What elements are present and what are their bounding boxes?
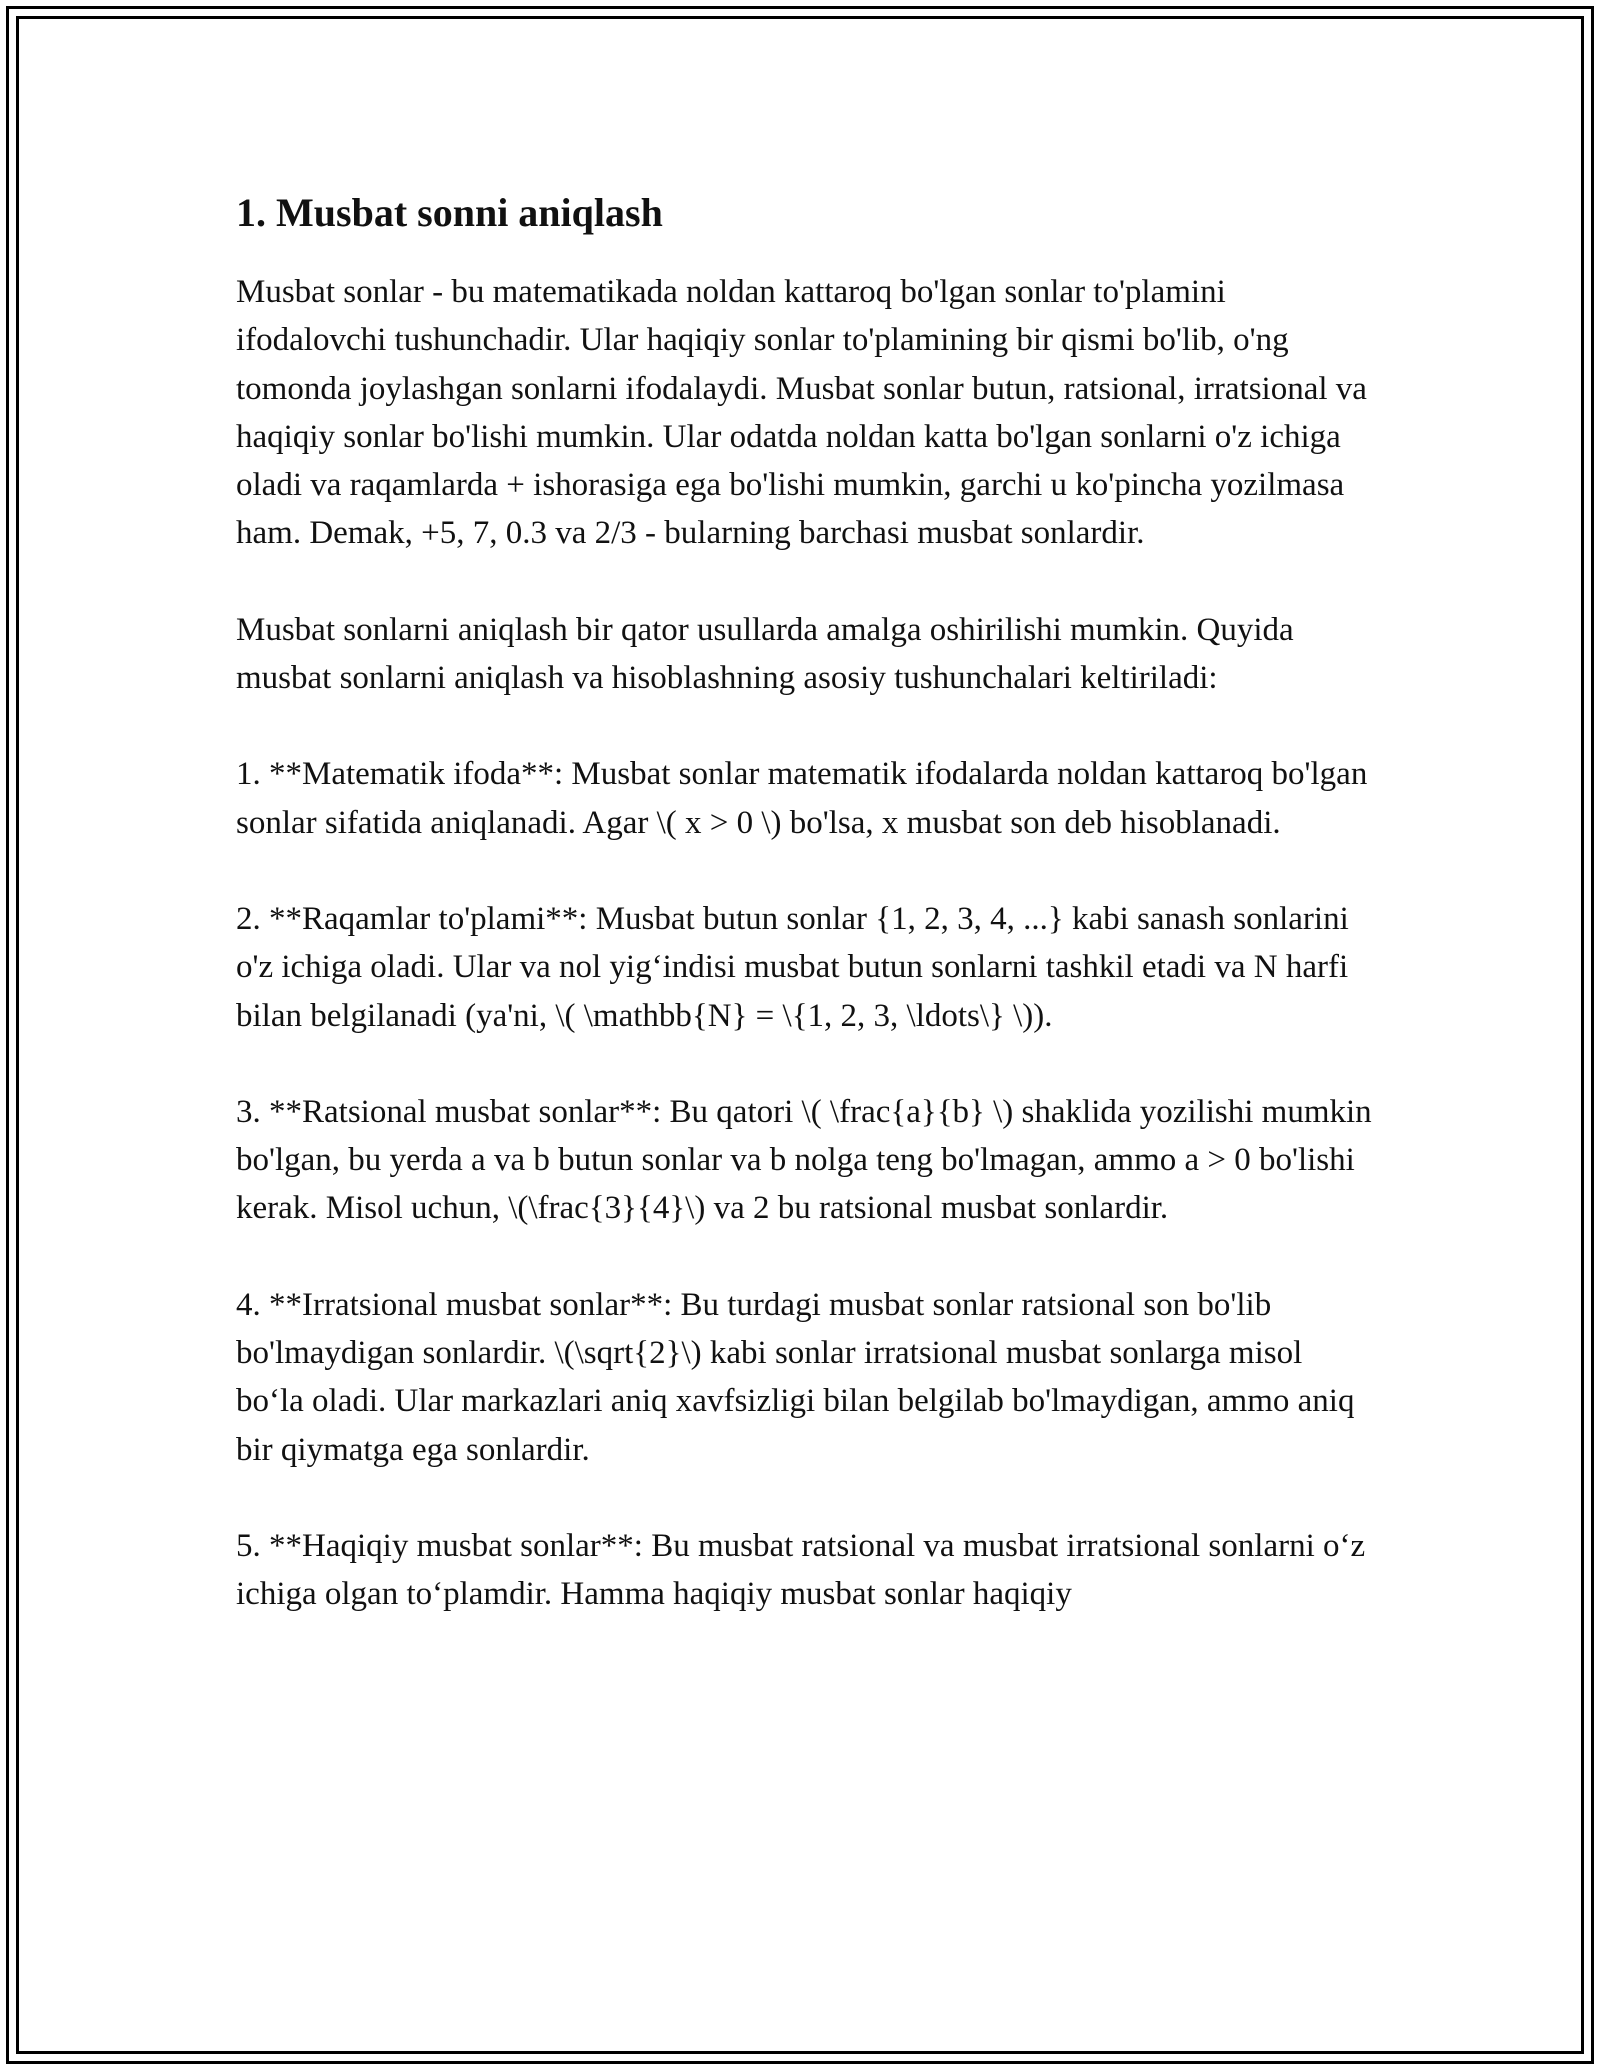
paragraph-definition: Musbat sonlar - bu matematikada noldan kattaroq bo'lgan sonlar to'plamini ifodalovchi tushunchadir. Ular haqiqiy sonlar to'plamining bir qismi bo'lib, o'ng tomonda joylashgan sonlarni ifodalaydi. Musbat sonlar butun, ratsional, irratsional va haqiqiy sonlar bo'lishi mumkin. Ular odatda noldan katta bo'lgan sonlarni o'z ichiga oladi va raqamlarda + ishorasiga ega bo'lishi mumkin, garchi u ko'pincha yozilmasa ham. Demak, +5, 7, 0.3 va 2/3 - bularning barchasi musbat sonlardir. — [236, 274, 1367, 552]
document-body — [236, 184, 1376, 1667]
list-item-2: 2. **Raqamlar to'plami**: Musbat butun sonlar {1, 2, 3, 4, ...} kabi sanash sonlarini o'z ichiga oladi. Ular va nol yig‘indisi musbat butun sonlarni tashkil etadi va N harfi bilan belgilanadi (ya'ni, \( \mathbb{N} = \{1, 2, 3, \ldots\} \)). — [236, 900, 1349, 1034]
list-item-1: 1. **Matematik ifoda**: Musbat sonlar matematik ifodalarda noldan kattaroq bo'lgan sonlar sifatida aniqlanadi. Agar \( x > 0 \) bo'lsa, x musbat son deb hisoblanadi. — [236, 756, 1368, 841]
paragraph-intro: Musbat sonlarni aniqlash bir qator usullarda amalga oshirilishi mumkin. Quyida musbat sonlarni aniqlash va hisoblashning asosiy tushunchalari keltiriladi: — [236, 611, 1294, 697]
list-item-3: 3. **Ratsional musbat sonlar**: Bu qatori \( \frac{a}{b} \) shaklida yozilishi mumkin bo'lgan, bu yerda a va b butun sonlar va b nolga teng bo'lmagan, ammo a > 0 bo'lishi kerak. Misol uchun, \(\frac{3}{4}\) va 2 bu ratsional musbat sonlardir. — [236, 1093, 1372, 1227]
list-item-5: 5. **Haqiqiy musbat sonlar**: Bu musbat ratsional va musbat irratsional sonlarni o‘z ichiga olgan to‘plamdir. Hamma haqiqiy musbat sonlar haqiqiy — [236, 1527, 1366, 1613]
section-heading: 1. Musbat sonni aniqlash — [236, 190, 663, 235]
list-item-4: 4. **Irratsional musbat sonlar**: Bu turdagi musbat sonlar ratsional son bo'lib bo'lmaydigan sonlardir. \(\sqrt{2}\) kabi sonlar irratsional musbat sonlarga misol bo‘la oladi. Ular markazlari aniq xavfsizligi bilan belgilab bo'lmaydigan, ammo aniq bir qiymatga ega sonlardir. — [236, 1286, 1355, 1468]
